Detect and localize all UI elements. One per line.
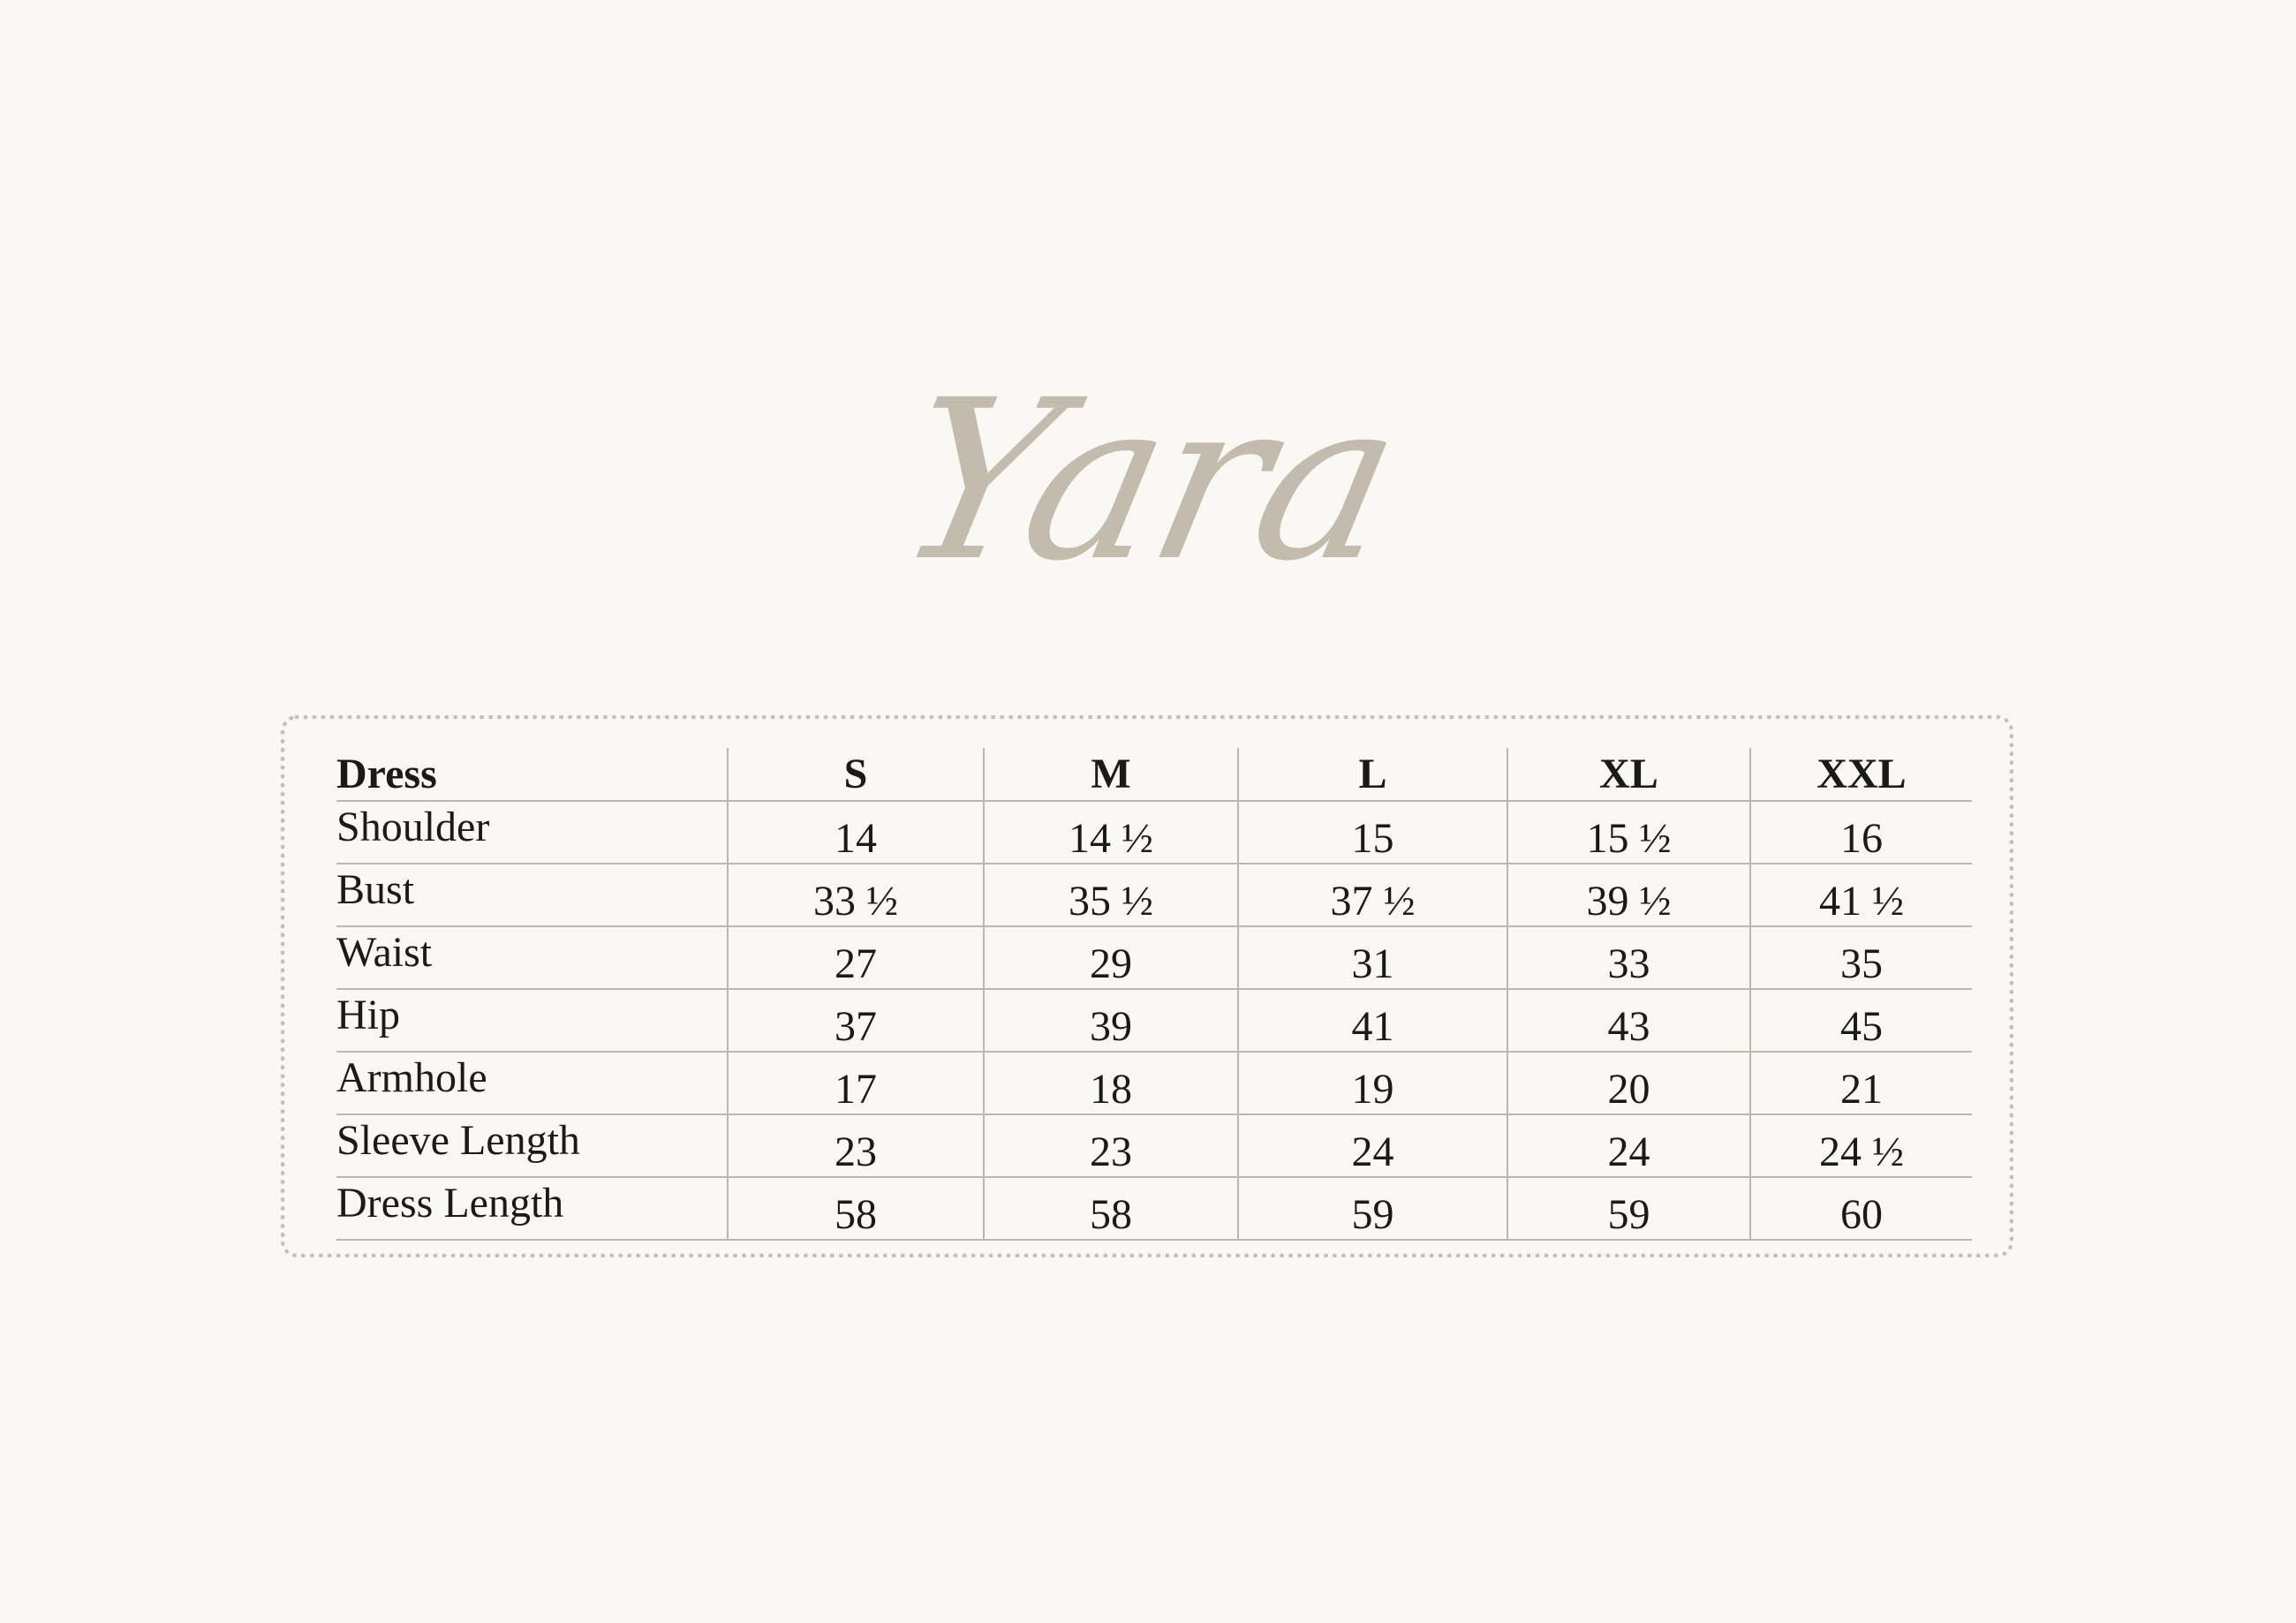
cell-value: 14 xyxy=(728,801,984,864)
cell-value: 58 xyxy=(728,1177,984,1240)
size-header-xxl: XXL xyxy=(1750,748,1972,801)
cell-value: 33 xyxy=(1507,926,1750,989)
cell-value: 41 ½ xyxy=(1750,864,1972,926)
cell-value: 16 xyxy=(1750,801,1972,864)
cell-value: 17 xyxy=(728,1052,984,1114)
table-row-waist xyxy=(336,926,1972,989)
cell-value: 37 ½ xyxy=(1238,864,1507,926)
row-label: Sleeve Length xyxy=(336,1114,728,1177)
cell-value: 15 ½ xyxy=(1507,801,1750,864)
cell-value: 20 xyxy=(1507,1052,1750,1114)
table-row-sleeve-length xyxy=(336,1114,1972,1177)
row-label: Armhole xyxy=(336,1052,728,1114)
cell-value: 58 xyxy=(984,1177,1238,1240)
cell-value: 18 xyxy=(984,1052,1238,1114)
size-header-s: S xyxy=(728,748,984,801)
cell-value: 31 xyxy=(1238,926,1507,989)
corner-label: Dress xyxy=(336,748,728,801)
cell-value: 35 ½ xyxy=(984,864,1238,926)
cell-value: 45 xyxy=(1750,989,1972,1052)
cell-value: 23 xyxy=(984,1114,1238,1177)
cell-value: 41 xyxy=(1238,989,1507,1052)
cell-value: 59 xyxy=(1238,1177,1507,1240)
table-row-bust xyxy=(336,864,1972,926)
table-row-armhole xyxy=(336,1052,1972,1114)
size-chart-card xyxy=(281,715,2013,1257)
cell-value: 43 xyxy=(1507,989,1750,1052)
table-row-dress-length xyxy=(336,1177,1972,1240)
size-header-xl: XL xyxy=(1507,748,1750,801)
row-label: Hip xyxy=(336,989,728,1052)
cell-value: 27 xyxy=(728,926,984,989)
cell-value: 39 xyxy=(984,989,1238,1052)
cell-value: 24 xyxy=(1238,1114,1507,1177)
cell-value: 59 xyxy=(1507,1177,1750,1240)
cell-value: 19 xyxy=(1238,1052,1507,1114)
cell-value: 60 xyxy=(1750,1177,1972,1240)
row-label: Waist xyxy=(336,926,728,989)
cell-value: 39 ½ xyxy=(1507,864,1750,926)
cell-value: 14 ½ xyxy=(984,801,1238,864)
size-header-row xyxy=(336,748,1972,801)
row-label: Shoulder xyxy=(336,801,728,864)
row-label: Bust xyxy=(336,864,728,926)
cell-value: 24 xyxy=(1507,1114,1750,1177)
cell-value: 23 xyxy=(728,1114,984,1177)
row-label: Dress Length xyxy=(336,1177,728,1240)
cell-value: 35 xyxy=(1750,926,1972,989)
cell-value: 21 xyxy=(1750,1052,1972,1114)
cell-value: 37 xyxy=(728,989,984,1052)
cell-value: 15 xyxy=(1238,801,1507,864)
size-chart-table xyxy=(336,748,1972,1241)
size-header-l: L xyxy=(1238,748,1507,801)
table-row-shoulder xyxy=(336,801,1972,864)
brand-title: Yara xyxy=(879,352,1417,609)
size-header-m: M xyxy=(984,748,1238,801)
cell-value: 33 ½ xyxy=(728,864,984,926)
cell-value: 24 ½ xyxy=(1750,1114,1972,1177)
cell-value: 29 xyxy=(984,926,1238,989)
table-row-hip xyxy=(336,989,1972,1052)
